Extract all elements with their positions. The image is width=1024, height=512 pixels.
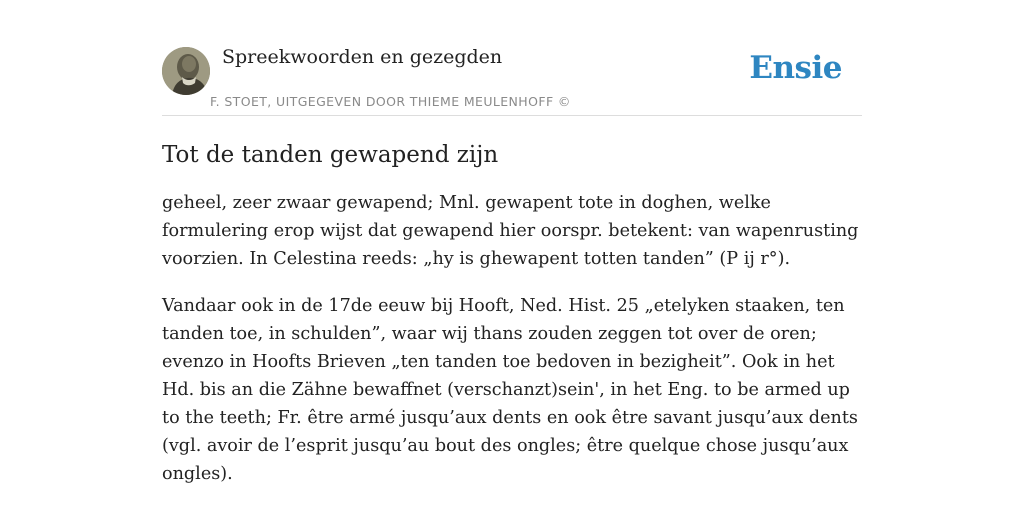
entry-paragraph-1: geheel, zeer zwaar gewapend; Mnl. gewapent tote in doghen, welke formulering erop wijst dat gewapend hier oorspr. betekent: van wapenrusting voorzien. In Celestina reeds: „hy is ghewapent totten tanden” (P ij r°). (162, 193, 859, 269)
publisher-credit: F. STOET, UITGEGEVEN DOOR THIEME MEULENHOFF © (210, 94, 571, 109)
portrait-avatar-icon[interactable] (162, 47, 210, 95)
brand-logo-link[interactable]: Ensie (749, 50, 842, 86)
header (162, 44, 862, 116)
portrait-graphic (162, 47, 210, 95)
entry-title: Tot de tanden gewapend zijn (162, 142, 499, 168)
book-title-link[interactable]: Spreekwoorden en gezegden (222, 46, 503, 68)
entry-paragraph-2: Vandaar ook in de 17de eeuw bij Hooft, Ned. Hist. 25 „etelyken staaken, ten tanden toe, in schulden”, waar wij thans zouden zeggen tot over de oren; evenzo in Hoofts Brieven „ten tanden toe bedoven in bezigheit”. Ook in het Hd. bis an die Zähne bewaffnet (verschanzt)sein', in het Eng. to be armed up to the teeth; Fr. être armé jusqu’aux dents en ook être savant jusqu’aux dents (vgl. avoir de l’esprit jusqu’au bout des ongles; être quelque chose jusqu’aux ongles). (162, 296, 858, 484)
page-container (162, 44, 862, 488)
